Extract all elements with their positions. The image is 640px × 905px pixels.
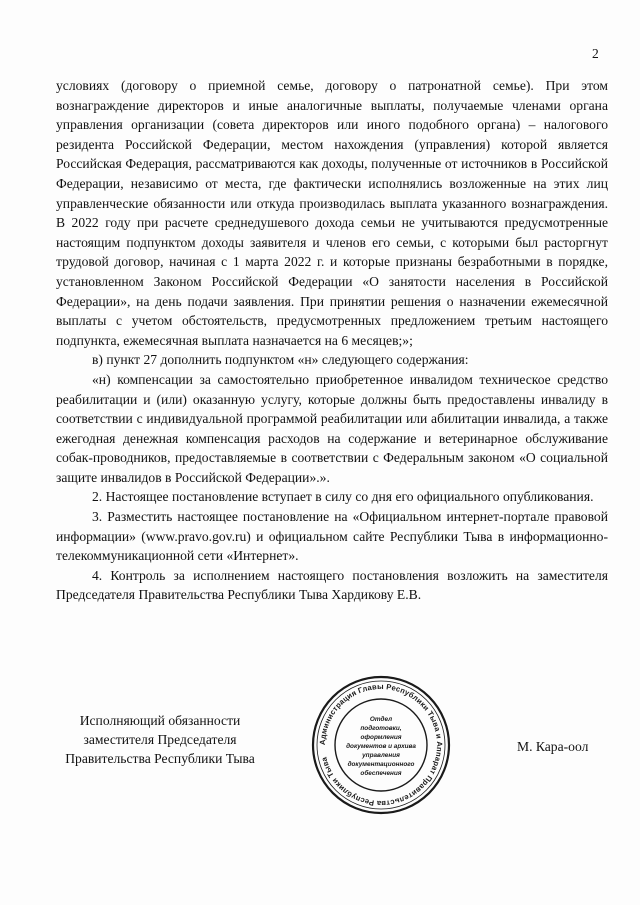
paragraph-continuation: условиях (договору о приемной семье, договору о патронатной семье). При этом вознаграждение директоров и иные аналогичные выплаты, получаемые членами органа управления организации (совета директоров или иного подобного органа) – налогового резидента Российской Федерации, местом нахождения (управления) которой является Российская Федерация, рассматриваются как доходы, полученные от источников в Российской Федерации, независимо от места, где фактически исполнялись возложенные на этих лиц управленческие обязанности или откуда производилась выплата указанного вознаграждения. В 2022 году при расчете среднедушевого дохода семьи не учитываются предусмотренные настоящим подпунктом доходы заявителя и членов его семьи, с которыми был расторгнут трудовой договор, начиная с 1 марта 2022 г. и которые признаны безработными в порядке, установленном Законом Российской Федерации «О занятости населения в Российской Федерации», на день подачи заявления. При принятии решения о назначении ежемесячной выплаты с учетом обстоятельств, предусмотренных предложением третьим настоящего подпункта, ежемесячная выплата назначается на 6 месяцев;»; [56,78,608,348]
paragraph-clause-3: 3. Разместить настоящее постановление на «Официальном интернет-портале правовой информации» (www.pravo.gov.ru) и официальном сайте Республики Тыва в информационно-телекоммуникационной сети «Интернет». [56,509,608,564]
paragraph-amendment-item-v: в) пункт 27 дополнить подпунктом «н» следующего содержания: [92,352,469,368]
stamp-center-line: Отдел [369,716,393,723]
stamp-center-line: подготовки, [360,725,402,732]
signatory-position [40,711,280,768]
stamp-center-line: оформления [360,734,402,741]
page-number: 2 [592,46,599,61]
paragraph-subitem-n: «н) компенсации за самостоятельно приобретенное инвалидом техническое средство реабилитации и (или) оказанную услугу, которые должны быть предоставлены инвалиду в соответствии с индивидуальной программой реабилитации или абилитации инвалида, а также ежегодная денежная компенсация расходов на содержание и ветеринарное обслуживание собак-проводников, предоставляемые в соответствии с Федеральным законом «О социальной защите инвалидов в Российской Федерации».». [56,371,608,485]
document-body [56,76,608,605]
paragraph-clause-4: 4. Контроль за исполнением настоящего постановления возложить на заместителя Председателя Правительства Республики Тыва Хардикову Е.В. [56,567,608,603]
stamp-center-line: управления [362,752,400,759]
stamp-ring-text: Администрация Главы Республики Тыва и Аппарат Правительства Республики Тыва [317,681,445,809]
signatory-position-line: заместителя Председателя [83,732,237,747]
stamp-center-line: документационного [347,761,415,768]
official-stamp [306,670,456,820]
signatory-position-line: Правительства Республики Тыва [65,751,255,766]
stamp-center-line: документов и архива [346,743,416,750]
signatory-name: М. Кара-оол [517,739,589,754]
stamp-center-line: обеспечения [360,770,402,777]
paragraph-clause-2: 2. Настоящее постановление вступает в силу со дня его официального опубликования. [92,489,594,505]
signatory-position-line: Исполняющий обязанности [79,713,241,728]
